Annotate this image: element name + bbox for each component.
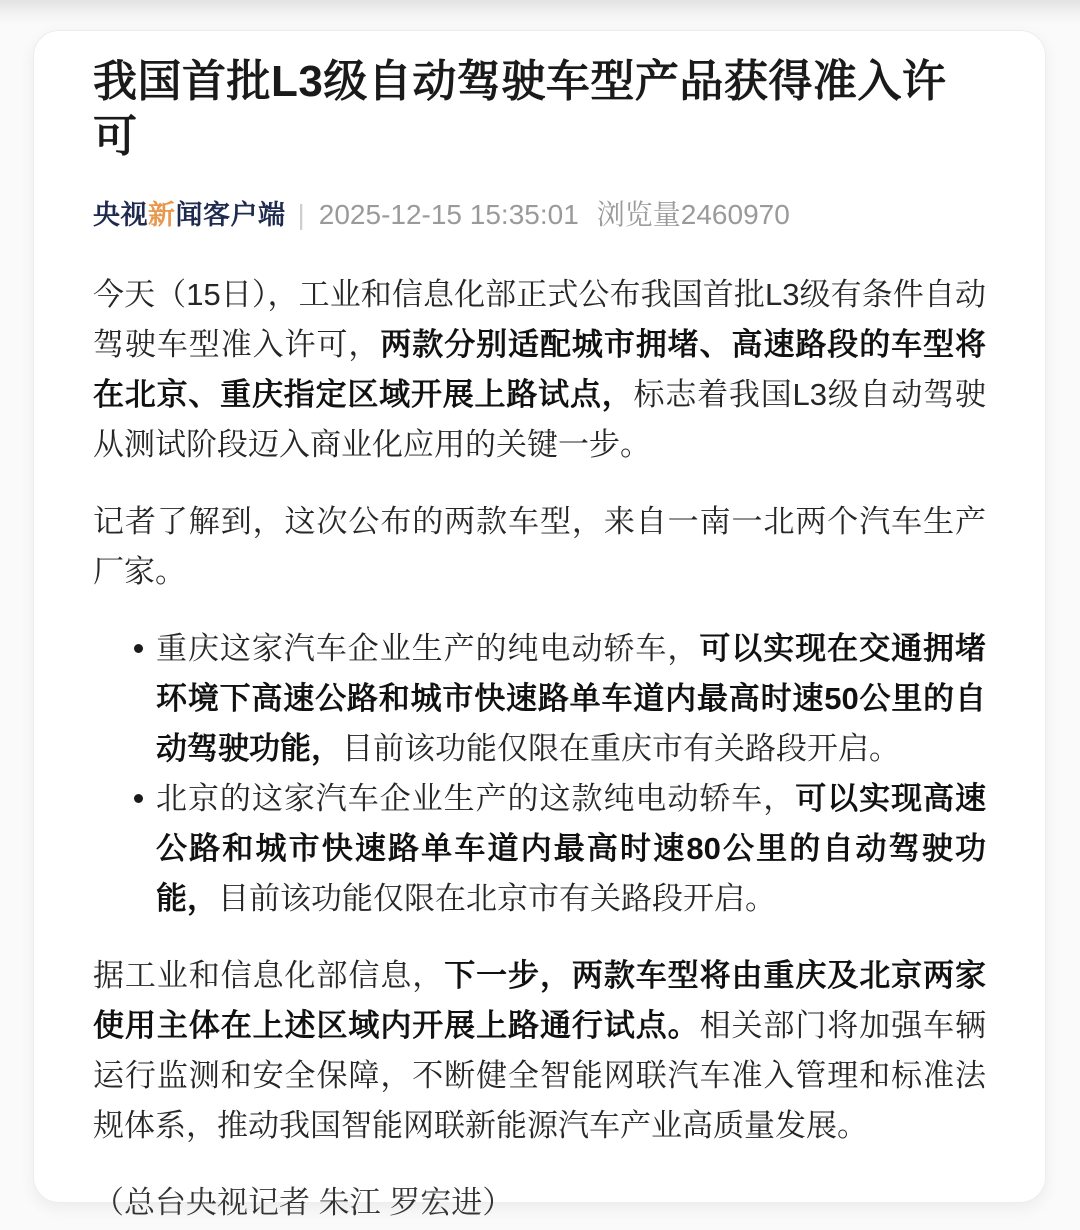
source-text-navy-1: 央视 (93, 200, 148, 230)
article-body (93, 270, 986, 1228)
paragraph-3-text-bold: 下一步，两款车型将由重庆及北京两家使用主体在上述区域内开展上路通行试点。 (93, 958, 987, 1043)
bullet-chongqing-text-post: 目前该功能仅限在重庆市有关路段开启。 (342, 731, 900, 766)
paragraph-1-text-bold: 两款分别适配城市拥堵、高速路段的车型将在北京、重庆指定区域开展上路试点， (93, 327, 987, 412)
bullet-item-chongqing (156, 624, 986, 774)
bullet-chongqing-text-pre: 重庆这家汽车企业生产的纯电动轿车， (156, 631, 700, 666)
byline: （总台央视记者 朱江 罗宏进） (93, 1185, 514, 1220)
source-text-orange: 新 (148, 200, 176, 230)
bullet-list (93, 624, 986, 924)
article-card (33, 30, 1046, 1220)
paragraph-3 (93, 951, 986, 1151)
paragraph-1 (93, 270, 986, 470)
article-meta (93, 198, 986, 232)
article-title: 我国首批L3级自动驾驶车型产品获得准入许可 (93, 57, 947, 161)
paragraph-1-text-pre: 今天（15日），工业和信息化部正式公布我国首批L3级有条件自动驾驶车型准入许可， (93, 277, 986, 362)
meta-separator: | (297, 199, 305, 230)
paragraph-3-text-pre: 据工业和信息化部信息， (93, 958, 445, 993)
paragraph-1-text-post: 标志着我国L3级自动驾驶从测试阶段迈入商业化应用的关键一步。 (93, 377, 986, 462)
bullet-beijing-text-bold: 可以实现高速公路和城市快速路单车道内最高时速80公里的自动驾驶功能， (156, 781, 987, 916)
publish-datetime: 2025-12-15 15:35:01 (318, 199, 579, 230)
bullet-beijing-text-pre: 北京的这家汽车企业生产的这款纯电动轿车， (156, 781, 796, 816)
view-count: 浏览量2460970 (596, 199, 790, 230)
source-text-navy-2: 闻客户端 (175, 200, 286, 230)
paragraph-3-text-post: 相关部门将加强车辆运行监测和安全保障，不断健全智能网联汽车准入管理和标准法规体系，推动我国智能网联新能源汽车产业高质量发展。 (93, 1008, 987, 1143)
bullet-item-beijing (156, 774, 986, 924)
source-logo-link[interactable] (93, 198, 286, 232)
paragraph-2: 记者了解到，这次公布的两款车型，来自一南一北两个汽车生产厂家。 (93, 504, 986, 589)
bullet-chongqing-text-bold: 可以实现在交通拥堵环境下高速公路和城市快速路单车道内最高时速50公里的自动驾驶功能， (156, 631, 987, 766)
bullet-beijing-text-post: 目前该功能仅限在北京市有关路段开启。 (218, 881, 776, 916)
